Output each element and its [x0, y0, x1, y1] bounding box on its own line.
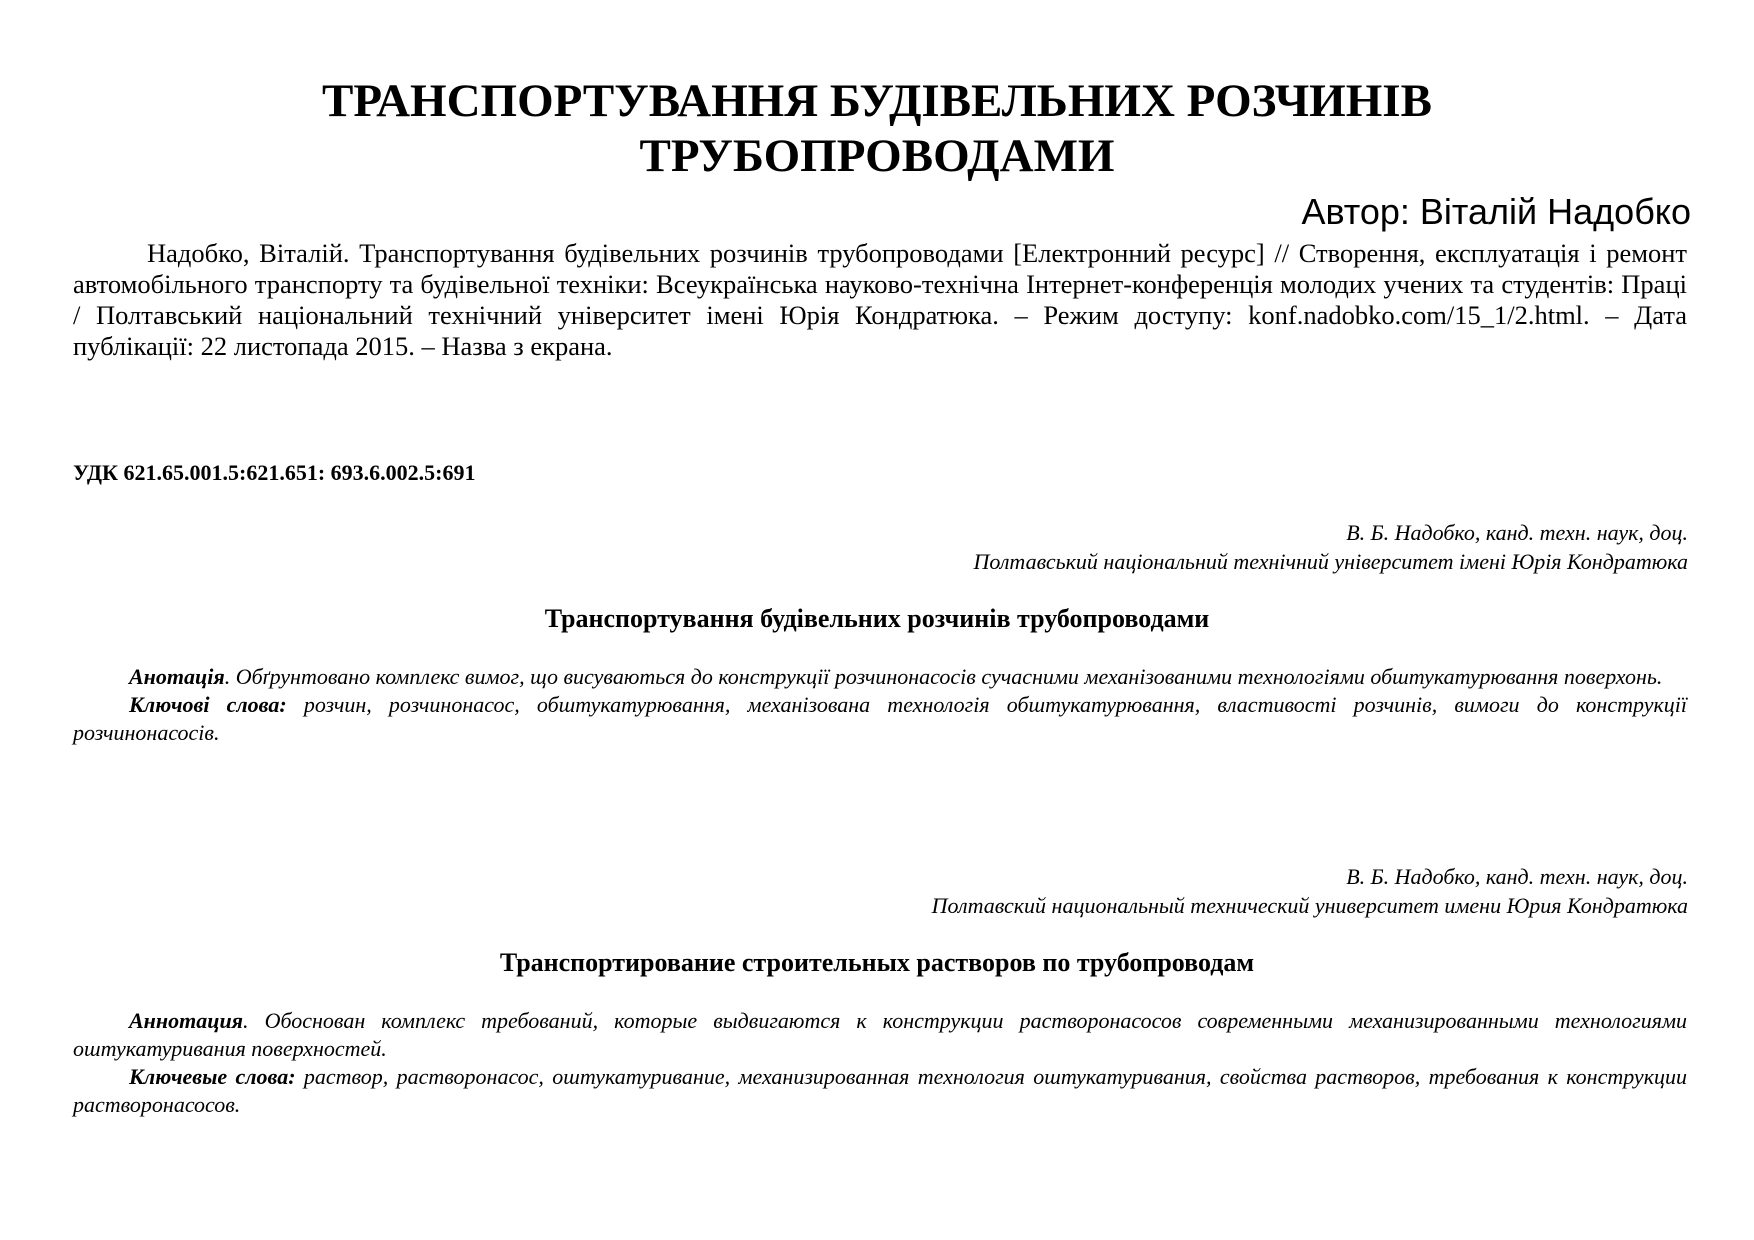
abstract-label-ru: Аннотация: [129, 1008, 244, 1033]
author-degree-uk: В. Б. Надобко, канд. техн. наук, доц.: [1346, 520, 1688, 545]
keywords-paragraph-uk: [73, 691, 1687, 747]
main-title-line-1: ТРАНСПОРТУВАННЯ БУДІВЕЛЬНИХ РОЗЧИНІВ: [322, 75, 1432, 127]
keywords-label-ru: Ключевые слова:: [129, 1064, 296, 1089]
abstract-block-ru: [73, 1007, 1687, 1119]
main-title: [0, 74, 1754, 184]
udc-code: УДК 621.65.001.5:621.651: 693.6.002.5:691: [73, 460, 476, 485]
author-affiliation-ru: [932, 862, 1688, 920]
author-degree-ru: В. Б. Надобко, канд. техн. наук, доц.: [1346, 864, 1688, 889]
institution-ru: Полтавский национальный технический университет имени Юрия Кондратюка: [931, 893, 1688, 918]
institution-uk: Полтавський національний технічний університет імені Юрія Кондратюка: [973, 549, 1688, 574]
article-title-ru: Транспортирование строительных растворов по трубопроводам: [499, 948, 1255, 977]
citation-paragraph: Надобко, Віталій. Транспортування будівельних розчинів трубопроводами [Електронний ресурс] // Створення, експлуатація і ремонт автомобільного транспорту та будівельної техніки: Всеукраїнська науково-технічна Інтернет-конференція молодих учених та студентів: Праці / Полтавський національний технічний університет імені Юрія Кондратюка. – Режим доступу: konf.nadobko.com/15_1/2.html. – Дата публікації: 22 листопада 2015. – Назва з екрана.: [73, 238, 1687, 361]
abstract-text-ru: . Обоснован комплекс требований, которые выдвигаются к конструкции растворонасосов современными механизированными технологиями оштукатуривания поверхностей.: [73, 1008, 1687, 1061]
keywords-text-ru: раствор, растворонасос, оштукатуривание, механизированная технология оштукатуривания, свойства растворов, требования к конструкции растворонасосов.: [73, 1064, 1687, 1117]
keywords-label-uk: Ключові слова:: [129, 692, 287, 717]
keywords-text-uk: розчин, розчинонасос, обштукатурювання, механізована технологія обштукатурювання, властивості розчинів, вимоги до конструкції розчинонасосів.: [73, 692, 1687, 745]
author-affiliation-uk: [973, 518, 1688, 576]
abstract-label-uk: Анотація: [129, 664, 225, 689]
author-line: Автор: Віталій Надобко: [1301, 191, 1691, 232]
abstract-block-uk: [73, 663, 1687, 747]
keywords-paragraph-ru: [73, 1063, 1687, 1119]
abstract-paragraph-uk: [73, 663, 1687, 691]
abstract-paragraph-ru: [73, 1007, 1687, 1063]
abstract-text-uk: . Обґрунтовано комплекс вимог, що висуваються до конструкції розчинонасосів сучасними механізованими технологіями обштукатурювання поверхонь.: [224, 664, 1663, 689]
article-title-uk: Транспортування будівельних розчинів трубопроводами: [544, 604, 1210, 633]
main-title-line-2: ТРУБОПРОВОДАМИ: [639, 130, 1115, 182]
